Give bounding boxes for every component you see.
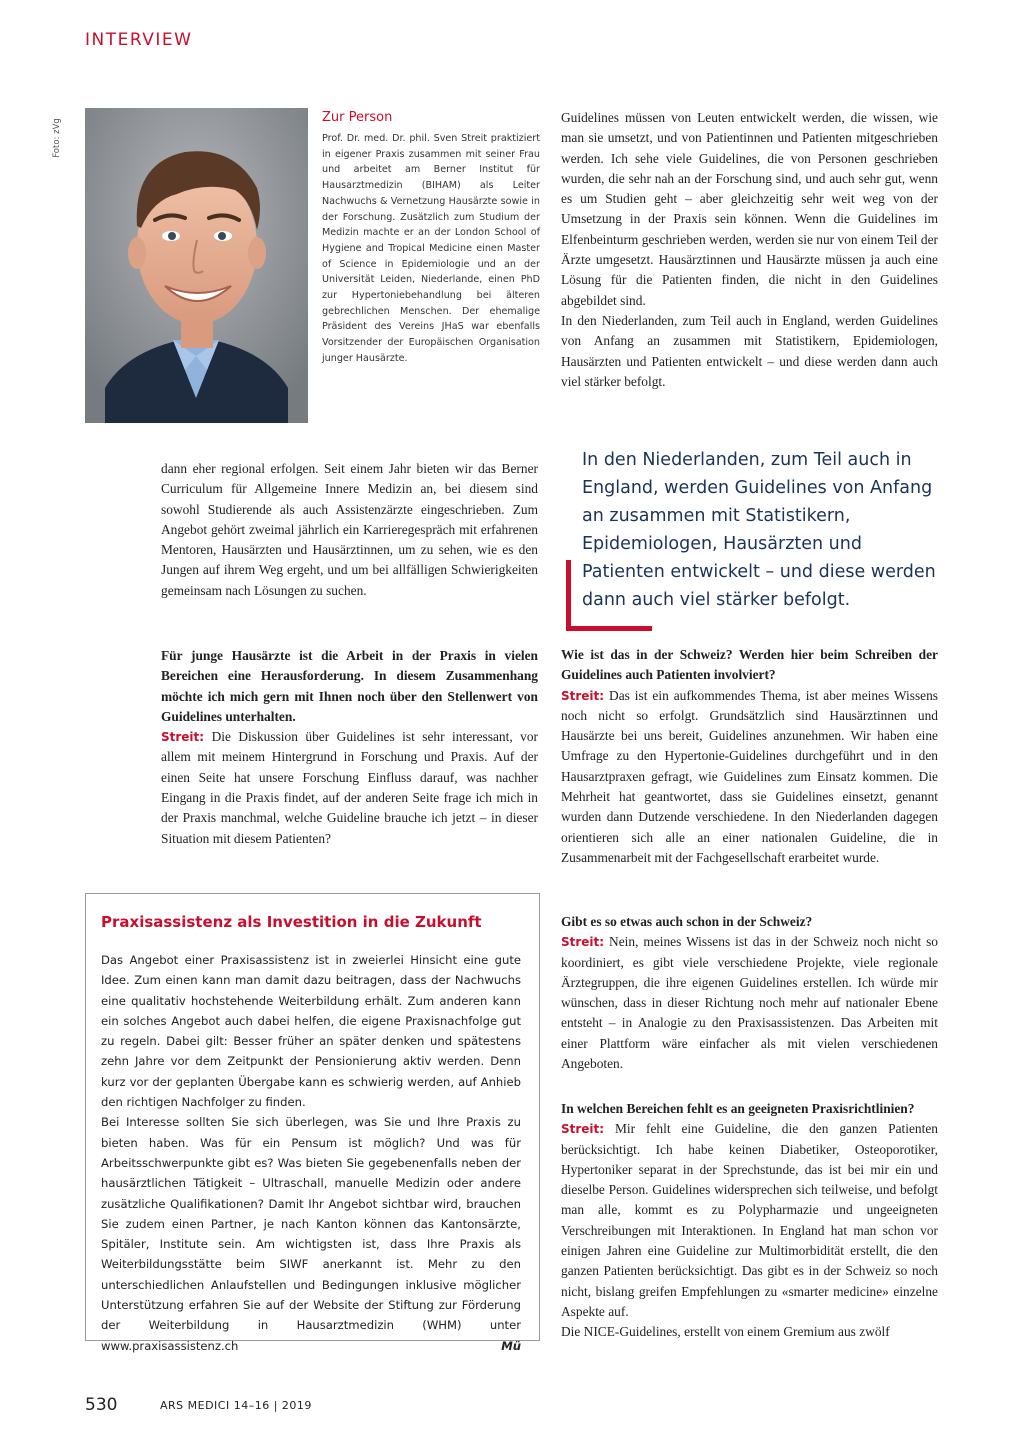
interview-answer bbox=[561, 1119, 938, 1322]
section-label: INTERVIEW bbox=[85, 30, 193, 50]
person-heading: Zur Person bbox=[322, 110, 393, 125]
answer-text: Das ist ein aufkommendes Thema, ist aber meines Wissens noch nicht so erfolgt. Grundsätzlich sind Hausärztinnen und Hausärzte bei uns bereit, Guidelines anzunehmen. Wir haben eine Umfrage zu den Hypertonie-Guidelines durchgeführt und in den Hausarztpraxen gefragt, wie Guidelines zum Einsatz kommen. Die Mehrheit hat geantwortet, dass sie Guidelines einsetzt, genannt wurden dann Dutzende verschiedene. In den Niederlanden dagegen orientieren sich alle an einer nationalen Guideline, die in Zusammenarbeit mit der Fachgesellschaft erarbeitet wurde. bbox=[561, 687, 938, 865]
info-box-title: Praxisassistenz als Investition in die Zukunft bbox=[101, 913, 482, 931]
page-number: 530 bbox=[85, 1395, 118, 1415]
speaker-label: Streit: bbox=[161, 730, 205, 745]
speaker-label: Streit: bbox=[561, 935, 605, 950]
paragraph-text: Bei Interesse sollten Sie sich überlegen, was Sie und Ihre Praxis zu bieten haben. Was für ein Pensum ist möglich? Und was für Arbeitsschwerpunkte gibt es? Was bieten Sie gegebenenfalls neben der hausärztlichen Tätigkeit – Ultraschall, manuelle Medizin oder andere zusätzliche Qualifikationen? Damit Ihr Angebot sichtbar wird, brauchen Sie zudem einen Partner, je nach Kanton können das Kantonsärzte, Spitäler, Institute sein. Am wichtigsten ist, dass Ihre Praxis als Weiterbildungsstätte beim SIWF anerkannt ist. Mehr zu den unterschiedlichen Anlaufstellen und Bedingungen inklusive möglicher Unterstützung erfahren Sie auf der Website der Stiftung zur Förderung der Weiterbildung in Hausarztmedizin (WHM) unter www.praxisassistenz.ch bbox=[101, 1115, 521, 1353]
info-box-body bbox=[101, 950, 521, 1356]
paragraph bbox=[101, 1112, 521, 1356]
paragraph: In den Niederlanden, zum Teil auch in England, werden Guidelines von Anfang an zusammen mit Statistikern, Epidemiologen, Hausärzten und Patienten entwickelt – und diese werden dann auch viel stärker befolgt. bbox=[561, 312, 938, 389]
interview-question: Wie ist das in der Schweiz? Werden hier beim Schreiben der Guidelines auch Patienten involviert? bbox=[561, 647, 938, 683]
quote-bracket-vertical bbox=[566, 560, 571, 631]
photo-credit bbox=[51, 108, 82, 178]
speaker-label: Streit: bbox=[561, 688, 605, 703]
journal-name: ARS MEDICI 14–16 | 2019 bbox=[160, 1399, 312, 1412]
answer-text: Nein, meines Wissens ist das in der Schweiz noch nicht so koordiniert, es gibt viele verschiedene Projekte, viele regionale Ärztegruppen, die ihre eigenen Guidelines erstellen. Ich würde mir wünschen, dass in dieser Richtung noch mehr auf nationaler Ebene entsteht – in Analogie zu den Praxisassistenzen. Das Arbeiten mit einer Plattform wäre einfacher als mit vielen verschiedenen Angeboten. bbox=[561, 934, 938, 1072]
interview-block-national bbox=[561, 912, 938, 1074]
interview-answer bbox=[161, 727, 538, 849]
left-column-paragraph bbox=[161, 459, 538, 601]
quote-bracket-horizontal bbox=[566, 626, 652, 631]
interview-block-missing-guidelines bbox=[561, 1099, 938, 1343]
paragraph: dann eher regional erfolgen. Seit einem Jahr bieten wir das Berner Curriculum für Allgemeine Innere Medizin an, bei diesem sind sowohl Studierende als auch Assistenzärzte eingeschrieben. Zum Angebot gehört zweimal jährlich ein Karrieregespräch mit erfahrenen Mentoren, Hausärzten und Hausärztinnen, um zu sehen, wie es den Jungen auf ihrem Weg ergeht, und um bei allfälligen Schwierigkeiten gemeinsam nach Lösungen zu suchen. bbox=[161, 461, 538, 598]
portrait-illustration bbox=[85, 108, 308, 423]
portrait-photo bbox=[85, 108, 308, 423]
answer-text: Die Diskussion über Guidelines ist sehr interessant, vor allem mit meinem Hintergrund in Forschung und Praxis. Auf der einen Seite hat unsere Forschung Einfluss darauf, was nachher Eingang in die Praxis findet, auf der anderen Seite frage ich mich in der Praxis manchmal, welche Guideline brauche ich jetzt – in dieser Situation mit diesem Patienten? bbox=[161, 729, 538, 846]
interview-block-switzerland bbox=[561, 645, 938, 868]
interview-answer bbox=[561, 686, 938, 869]
interview-block-guidelines bbox=[161, 646, 538, 849]
paragraph: Guidelines müssen von Leuten entwickelt werden, die wissen, wie man sie umsetzt, und von Patientinnen und Patienten mitgeschrieben werden. Ich sehe viele Guidelines, die von Personen geschrieben wurden, die sehr nah an der Forschung sind, und auch sehr gut, wenn es um Studien geht – aber gleichzeitig sehr weit weg von der Umsetzung in der Praxis sein können. Wenn die Guidelines im Elfenbeinturm geschrieben werden, werden sie nur von einem Teil der Ärzte umgesetzt. Hausärztinnen und Hausärzte müssen ja auch eine Lösung für die Patienten finden, die nicht in den Guidelines abgebildet sind. bbox=[561, 110, 938, 308]
photo-credit-text: Foto: zVg bbox=[51, 118, 62, 158]
interview-answer bbox=[561, 932, 938, 1074]
author-signature: Mü bbox=[501, 1338, 521, 1353]
interview-question: Gibt es so etwas auch schon in der Schweiz? bbox=[561, 914, 813, 929]
paragraph: Die NICE-Guidelines, erstellt von einem Gremium aus zwölf bbox=[561, 1324, 890, 1340]
speaker-label: Streit: bbox=[561, 1122, 605, 1137]
paragraph: Das Angebot einer Praxisassistenz ist in zweierlei Hinsicht eine gute Idee. Zum einen kann man damit dazu beitragen, dass der Nachwuchs eine qualitativ hochstehende Weiterbildung erhält. Zum anderen kann ein solches Angebot auch dabei helfen, die eigene Praxisnachfolge gut zu regeln. Dabei gilt: Besser früher an später denken und spätestens zehn Jahre vor dem Zeitpunkt der Pensionierung aktiv werden. Denn kurz vor der geplanten Übergabe kann es schwierig werden, auf Anhieb den richtigen Nachfolger zu finden. bbox=[101, 953, 521, 1110]
interview-question: Für junge Hausärzte ist die Arbeit in der Praxis in vielen Bereichen eine Herausforderung. In diesem Zusammenhang möchte ich mich gern mit Ihnen noch über den Stellenwert von Guidelines unterhalten. bbox=[161, 648, 538, 724]
pull-quote: In den Niederlanden, zum Teil auch in England, werden Guidelines von Anfang an zusammen mit Statistikern, Epidemiologen, Hausärzten und Patienten entwickelt – und diese werden dann auch viel stärker befolgt. bbox=[582, 450, 936, 610]
answer-text: Mir fehlt eine Guideline, die den ganzen Patienten berücksichtigt. Ich habe keinen Diabetiker, Osteoporotiker, Hypertoniker separat in der Sprechstunde, das ist bei mir ein und dieselbe Person. Guidelines widersprechen sich teilweise, und befolgt man alle, kommt es zu Polypharmazie und ungeeigneten Verschreibungen mit Interaktionen. In England hat man schon vor einigen Jahren eine Guideline zur Multimorbidität erstellt, die den ganzen Patienten berücksichtigt. Das gibt es in der Schweiz so noch nicht, bislang greifen Empfehlungen zu «smarter medicine» einzelne Aspekte auf. bbox=[561, 1121, 938, 1319]
person-bio: Prof. Dr. med. Dr. phil. Sven Streit praktiziert in eigener Praxis zusammen mit seiner Frau und arbeitet am Berner Institut für Hausarztmedizin (BIHAM) als Leiter Nachwuchs & Vernetzung Hausärzte sowie in der Forschung. Zusätzlich zum Studium der Medizin machte er an der London School of Hygiene and Tropical Medicine einen Master of Science in Epidemiologie und an der Universität Leiden, Niederlande, einen PhD zur Hypertoniebehandlung bei älteren gebrechlichen Menschen. Der ehemalige Präsident des Vereins JHaS war ebenfalls Vorsitzender der Europäischen Organisation junger Hausärzte. bbox=[322, 133, 540, 364]
right-column-intro bbox=[561, 108, 938, 392]
interview-question: In welchen Bereichen fehlt es an geeigneten Praxisrichtlinien? bbox=[561, 1101, 915, 1116]
